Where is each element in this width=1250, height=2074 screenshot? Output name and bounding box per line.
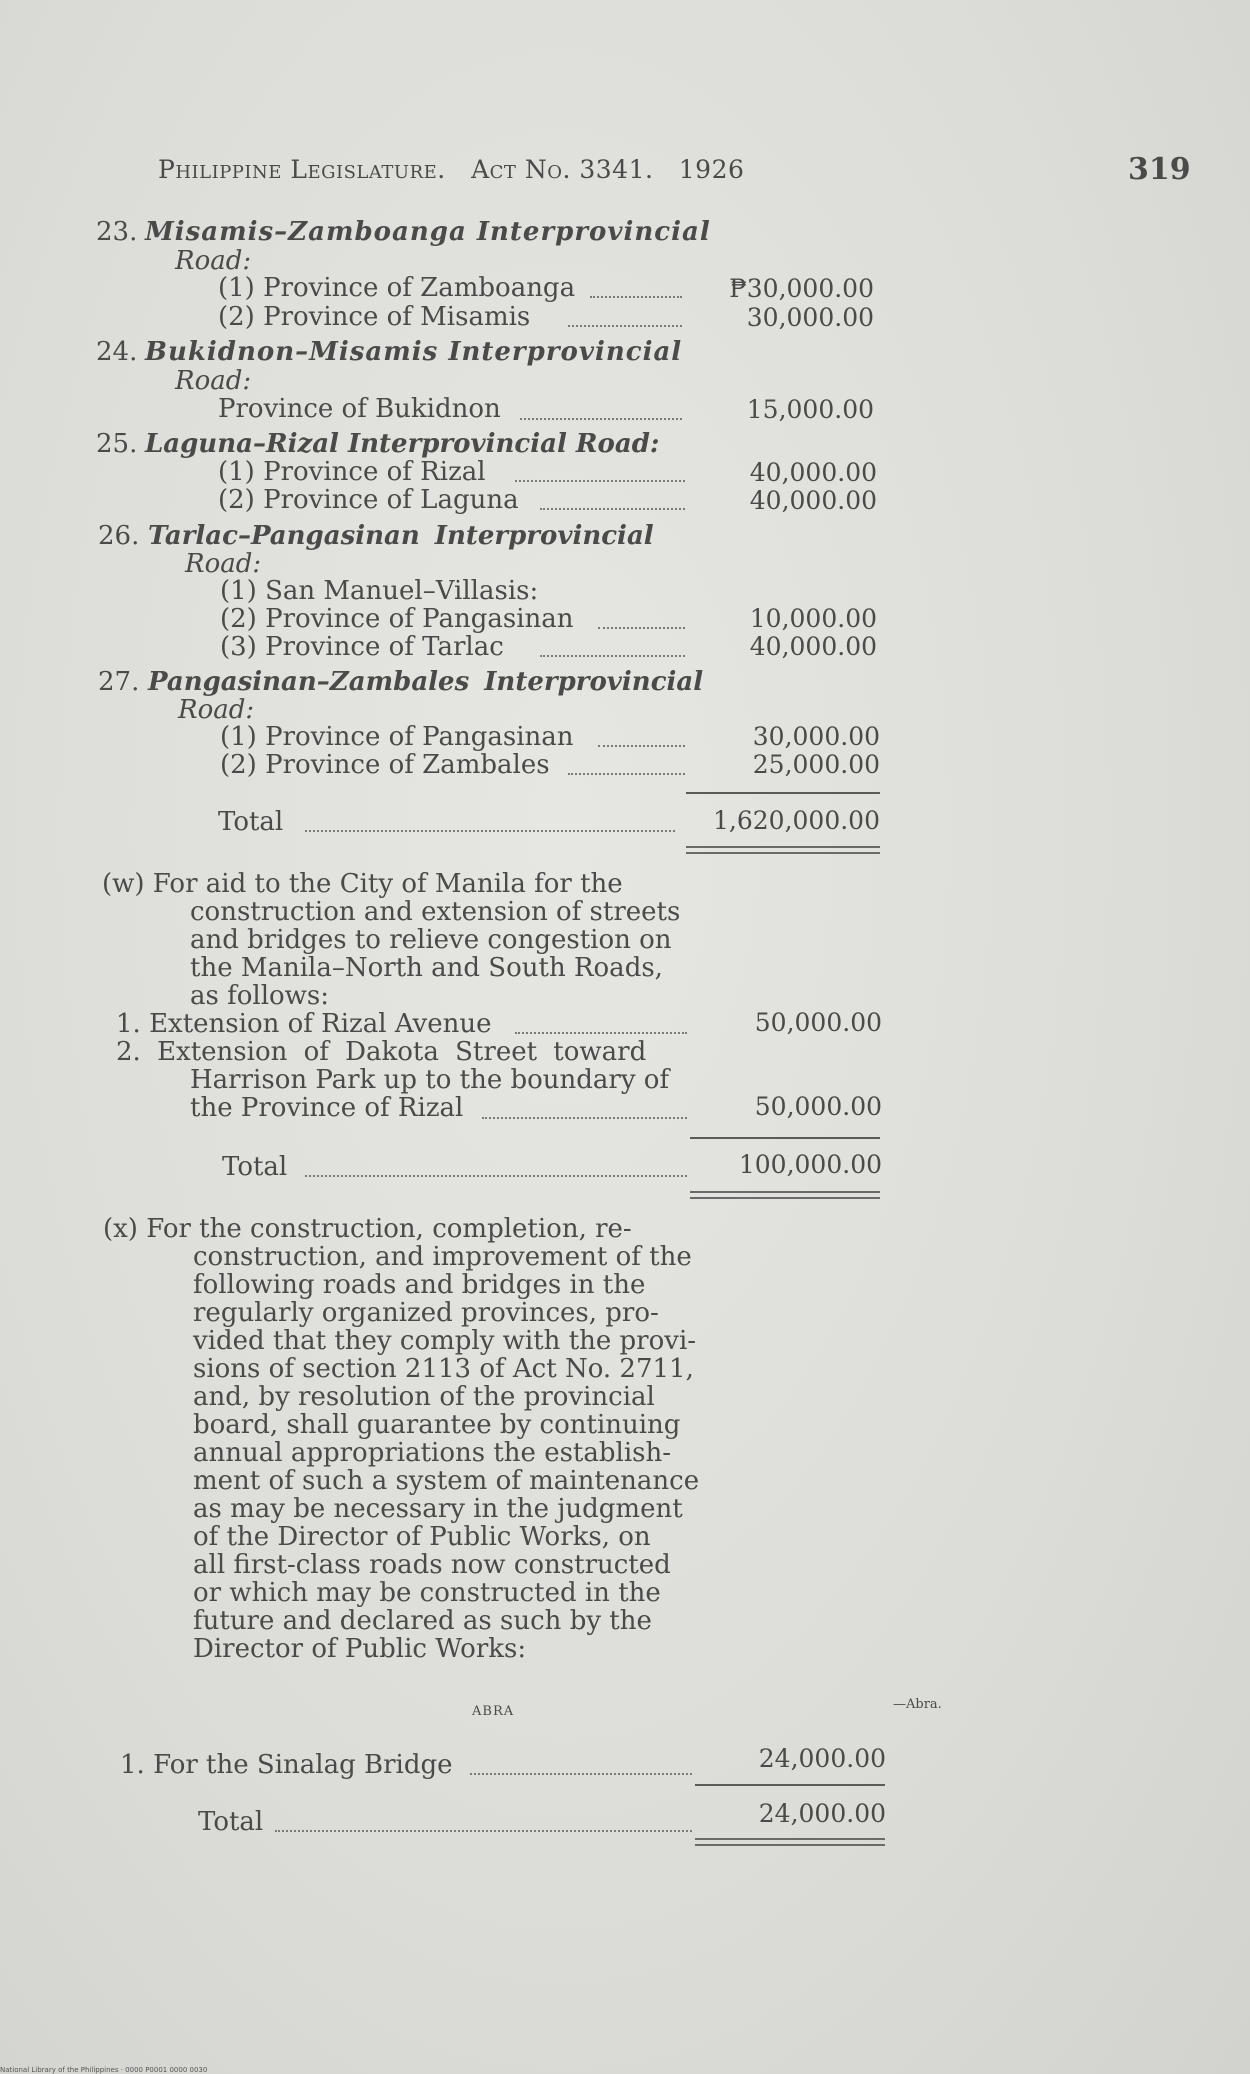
section-x-line-10: ment of such a system of maintenance <box>193 1466 700 1496</box>
leader-dots <box>470 1773 692 1775</box>
road-25-item-1: (1) Province of Rizal <box>218 457 486 487</box>
road-24-number: 24. <box>96 337 138 367</box>
running-title: Philippine Legislature. <box>158 155 446 184</box>
section-x-total-amount: 24,000.00 <box>758 1799 886 1828</box>
section-x-line-6: sions of section 2113 of Act No. 2711, <box>193 1354 694 1384</box>
road-23-number: 23. <box>96 217 138 247</box>
road-26-item-1: (1) San Manuel–Villasis: <box>220 576 539 606</box>
section-x-line-13: all first-class roads now constructed <box>193 1550 671 1580</box>
province-heading-abra: ABRA <box>472 1704 515 1719</box>
section-w-total-label: Total <box>222 1152 288 1182</box>
road-27-amount-1: 30,000.00 <box>752 722 880 751</box>
section-x-line-12: of the Director of Public Works, on <box>193 1522 651 1552</box>
leader-dots <box>305 1175 687 1177</box>
page-number: 319 <box>1128 152 1191 187</box>
section-x-line-1: (x) For the construction, completion, re- <box>103 1214 632 1244</box>
road-23-item-2: (2) Province of Misamis <box>218 302 531 332</box>
total-double-rule <box>695 1838 885 1846</box>
section-x-line-14: or which may be constructed in the <box>193 1578 661 1608</box>
section-w-total-amount: 100,000.00 <box>738 1150 882 1179</box>
road-27-title: Pangasinan–Zambales Interprovincial <box>148 667 704 697</box>
act-number: Act No. 3341. <box>471 155 654 184</box>
sum-rule <box>686 792 880 794</box>
section-x-line-16: Director of Public Works: <box>193 1634 527 1664</box>
running-header <box>158 155 744 184</box>
sum-rule <box>690 1137 880 1139</box>
section-w-amount-2: 50,000.00 <box>754 1092 882 1121</box>
road-23-title: Misamis–Zamboanga Interprovincial <box>145 217 711 247</box>
section-w-item-2-line-3: the Province of Rizal <box>190 1093 464 1123</box>
leader-dots <box>305 830 675 832</box>
road-23-sub: Road: <box>175 246 252 276</box>
section-x-amount-1: 24,000.00 <box>758 1744 886 1773</box>
section-w-item-1: 1. Extension of Rizal Avenue <box>116 1009 492 1039</box>
section-w-line-5: as follows: <box>190 981 330 1011</box>
section-x-total-label: Total <box>198 1807 264 1837</box>
road-25-item-2: (2) Province of Laguna <box>218 485 519 515</box>
section-x-line-5: vided that they comply with the provi- <box>193 1326 697 1356</box>
road-27-amount-2: 25,000.00 <box>752 750 880 779</box>
road-25-amount-1: 40,000.00 <box>749 458 877 487</box>
road-26-number: 26. <box>98 521 140 551</box>
section-x-line-3: following roads and bridges in the <box>193 1270 646 1300</box>
road-24-sub: Road: <box>175 366 252 396</box>
section-w-line-1: (w) For aid to the City of Manila for the <box>102 869 623 899</box>
section-x-line-8: board, shall guarantee by continuing <box>193 1410 681 1440</box>
leader-dots <box>275 1830 692 1832</box>
section-w-item-2-line-1: 2. Extension of Dakota Street toward <box>116 1037 647 1067</box>
total-double-rule <box>686 846 880 854</box>
road-27-number: 27. <box>98 667 140 697</box>
section-x-line-4: regularly organized provinces, pro- <box>193 1298 659 1328</box>
total-double-rule <box>690 1191 880 1199</box>
section-w-item-2-line-2: Harrison Park up to the boundary of <box>190 1065 670 1095</box>
section-w-line-3: and bridges to relieve congestion on <box>190 925 672 955</box>
road-26-amount-2: 10,000.00 <box>749 604 877 633</box>
section-x-line-2: construction, and improvement of the <box>193 1242 692 1272</box>
section-x-line-15: future and declared as such by the <box>193 1606 652 1636</box>
road-25-title: Laguna–Rizal Interprovincial Road: <box>145 429 660 459</box>
roads-total-amount: 1,620,000.00 <box>713 806 880 835</box>
road-26-title: Tarlac–Pangasinan Interprovincial <box>148 521 654 551</box>
road-24-amount-1: 15,000.00 <box>746 395 874 424</box>
section-x-line-11: as may be necessary in the judgment <box>193 1494 683 1524</box>
road-25-amount-2: 40,000.00 <box>749 486 877 515</box>
road-27-sub: Road: <box>178 695 255 725</box>
section-x-line-9: annual appropriations the establish- <box>193 1438 672 1468</box>
road-23-amount-2: 30,000.00 <box>746 303 874 332</box>
act-year: 1926 <box>678 155 745 184</box>
road-23-amount-1: ₱30,000.00 <box>729 274 874 303</box>
section-w-line-2: construction and extension of streets <box>190 897 681 927</box>
road-27-item-2: (2) Province of Zambales <box>220 750 550 780</box>
road-27-item-1: (1) Province of Pangasinan <box>220 722 574 752</box>
section-w-amount-1: 50,000.00 <box>754 1008 882 1037</box>
road-26-sub: Road: <box>185 549 262 579</box>
road-26-item-2: (2) Province of Pangasinan <box>220 604 574 634</box>
roads-total-label: Total <box>218 807 284 837</box>
scan-footer: National Library of the Philippines · 0000 P0001 0000 0030 <box>0 2066 208 2074</box>
road-23-item-1: (1) Province of Zamboanga <box>218 273 576 303</box>
leader-dots <box>482 1117 687 1119</box>
section-x-line-7: and, by resolution of the provincial <box>193 1382 655 1412</box>
road-24-item-1: Province of Bukidnon <box>218 394 501 424</box>
section-x-item-1: 1. For the Sinalag Bridge <box>120 1750 453 1780</box>
margin-note-abra: —Abra. <box>893 1697 942 1712</box>
road-25-number: 25. <box>96 429 138 459</box>
road-26-amount-3: 40,000.00 <box>749 632 877 661</box>
road-26-item-3: (3) Province of Tarlac <box>220 632 504 662</box>
road-24-title: Bukidnon–Misamis Interprovincial <box>145 337 683 367</box>
section-w-line-4: the Manila–North and South Roads, <box>190 953 663 983</box>
sum-rule <box>695 1784 885 1786</box>
